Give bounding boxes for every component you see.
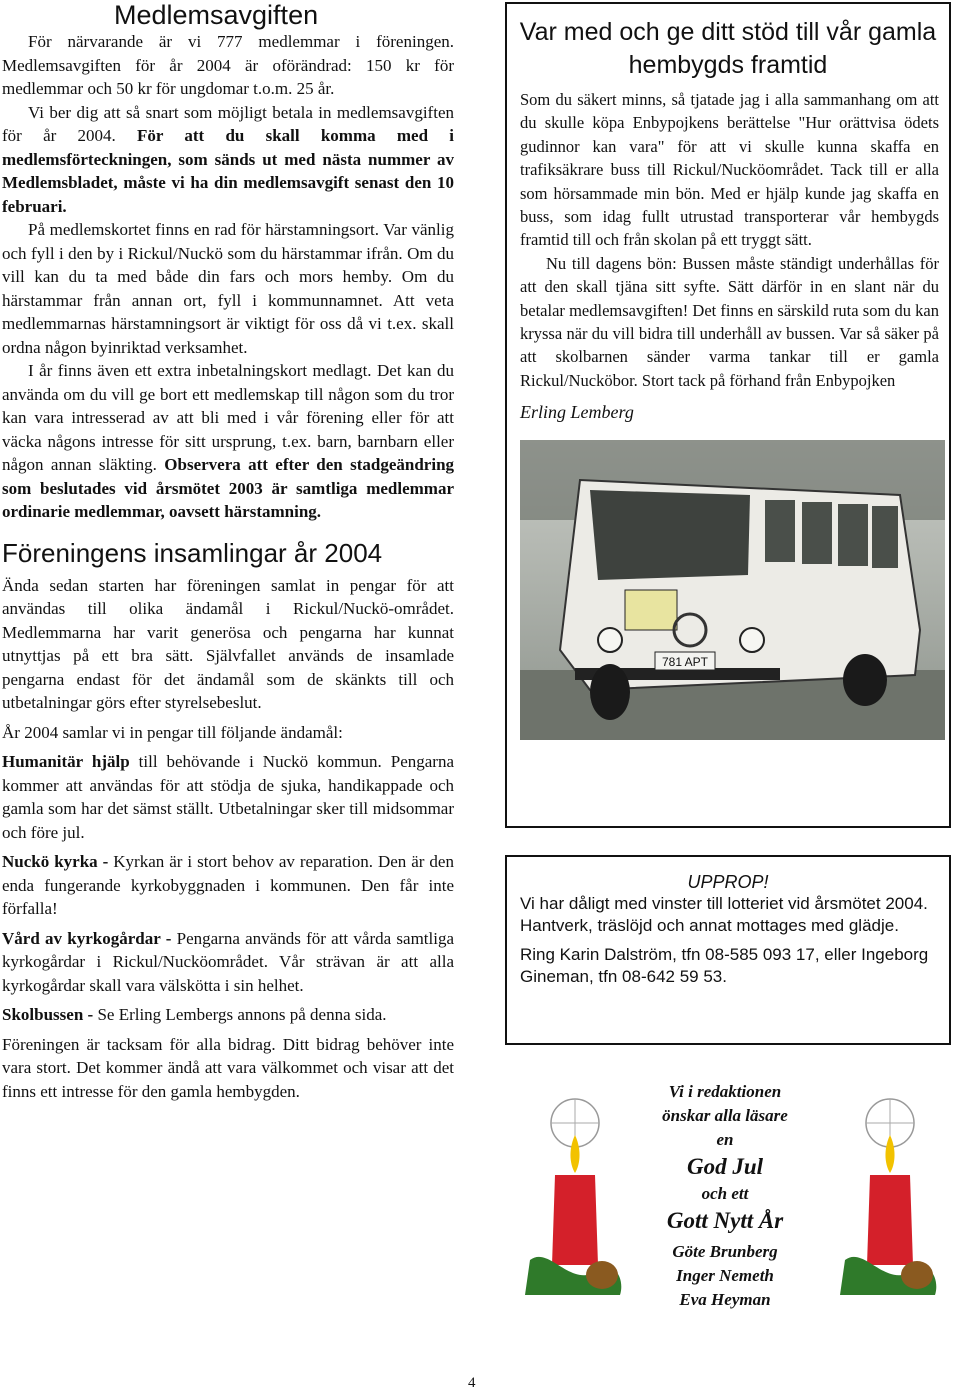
collections-item-humanitarian	[2, 750, 454, 844]
page-number: 4	[468, 1375, 476, 1391]
membership-p2-bold: För att du skall komma med i medlemsförteckningen, som sänds ut med nästa nummer av Medlemsbladet, måste vi ha din medlemsavgift senast den 10 februari.	[2, 126, 454, 216]
appeal-box	[505, 855, 951, 1045]
membership-p4-text: I år finns även ett extra inbetalningskort medlagt. Det kan du använda om du vill ge bort ett medlemskap till någon som du tror kan vara intresserad av att bli med i vår förening eller för att väcka någons intresse för sitt ursprung, t.ex. barn, barnbarn eller någon annan släkting.	[2, 361, 454, 474]
greeting-name-2: Inger Nemeth	[676, 1266, 774, 1285]
bus-ad-title: Var med och ge ditt stöd till vår gamla hembygds framtid	[519, 18, 937, 79]
greeting-line-2: önskar alla läsare	[662, 1106, 788, 1125]
membership-paragraph-4	[2, 359, 454, 524]
greeting-line-3: en	[716, 1130, 734, 1149]
item-label: Humanitär hjälp	[2, 752, 130, 771]
membership-paragraph-3: På medlemskortet finns en rad för härstamningsort. Var vänlig och fyll i den by i Rickul/Nuckö som du härstammar ifrån. Om du vill kan du ta med både din fars och mors hemby. Om du härstammar från annan ort, fyll i kommunnamnet. Att veta medlemmarnas härstamningsort är viktigt för oss då vi t.ex. skall ordna någon byinriktad verksamhet.	[2, 220, 454, 357]
membership-p2-text: Vi ber dig att så snart som möjligt betala in medlemsavgiften för år 2004.	[2, 102, 454, 145]
bus-illustration	[520, 440, 945, 740]
membership-p4-bold: Observera att efter den stadgeändring som beslutades vid årsmötet 2003 är samtliga medlemmar ordinarie medlemmar, oavsett härstamning.	[2, 455, 455, 521]
collections-heading: Föreningens insamlingar år 2004	[2, 537, 383, 568]
collections-item-cemeteries	[2, 927, 454, 998]
membership-heading: Medlemsavgiften	[114, 0, 319, 30]
greeting-god-jul: God Jul	[686, 1154, 764, 1179]
greeting-line-5: och ett	[701, 1184, 749, 1203]
item-text: Pengarna används för att vårda samtliga kyrkogårdar i Rickul/Nucköområdet. Vår strävan är att alla kyrkogårdar skall vara välskötta i sin helhet.	[2, 928, 455, 995]
christmas-greeting	[620, 1080, 830, 1312]
appeal-paragraph-2: Ring Karin Dalström, tfn 08-585 093 17, eller Ingeborg Gineman, tfn 08-642 59 53.	[520, 945, 929, 986]
bus-ad-box	[505, 2, 951, 828]
appeal-title: UPPROP!	[687, 872, 769, 892]
christmas-candle-icon-left	[520, 1095, 630, 1305]
bus-photo	[520, 440, 945, 740]
license-plate: 781 APT	[661, 655, 709, 670]
collections-closing: Föreningen är tacksam för alla bidrag. Ditt bidrag behöver inte vara stort. Det kommer ändå att vara välkommet och visar att det finns ett intresse för den gamla hembygden.	[2, 1034, 454, 1101]
greeting-name-3: Eva Heyman	[679, 1290, 771, 1309]
collections-item-schoolbus	[2, 1003, 454, 1027]
appeal-paragraph-1: Vi har dåligt med vinster till lotteriet vid årsmötet 2004. Hantverk, träslöjd och annat mottages med glädje.	[520, 894, 928, 935]
bus-ad-paragraph-2: Nu till dagens bön: Bussen måste ständigt underhållas för att den skall tjäna sitt syfte. Sätt därför in en slant när du betalar medlemsavgiften! Det finns en särskild ruta som du kan kryssa när du vill bidra till underhåll av bussen. Var så säker på att skolbarnen sänder varma tankar till er gamla Rickul/Nucköbor. Stort tack på förhand från Enbypojken	[520, 253, 939, 390]
item-text: till behövande i Nuckö kommun. Pengarna kommer att användas för att stödja de sjuka, handikappade och gamla som har det sämst ställt. Utbetalningar sker till midsommar och före jul.	[2, 752, 454, 842]
bus-ad-signature: Erling Lemberg	[520, 402, 634, 423]
greeting-line-1: Vi i redaktionen	[668, 1082, 782, 1101]
item-text: Se Erling Lembergs annons på denna sida.	[93, 1005, 387, 1024]
left-column	[2, 0, 454, 1103]
item-label: Vård av kyrkogårdar -	[2, 928, 172, 948]
item-label: Nuckö kyrka -	[2, 852, 109, 871]
greeting-name-1: Göte Brunberg	[672, 1242, 778, 1261]
item-text: Kyrkan är i stort behov av reparation. Den är den enda fungerande kyrkobyggnaden i kommunen. Den får inte förfalla!	[2, 852, 454, 918]
collections-intro: Ända sedan starten har föreningen samlat in pengar för att användas till olika ändamål i Rickul/Nuckö-området. Medlemmarna har varit generösa och pengarna har kunnat utnyttjas på ett bra sätt. Självfallet används de insamlade pengarna endast för det ändamål som de skänkts till och utbetalningar görs efter styrelsebeslut.	[2, 575, 454, 712]
item-label: Skolbussen -	[2, 1005, 94, 1024]
christmas-candle-icon-right	[835, 1095, 945, 1305]
greeting-gott-nytt-ar: Gott Nytt År	[666, 1208, 784, 1233]
bus-ad-paragraph-1: Som du säkert minns, så tjatade jag i alla sammanhang om att du skulle köpa Enbypojkens berättelse "Hur orättvisa ödets gudinnor kan vara" för att vi skulle kunna skaffa en trafiksäkrare buss till Rickul/Nucköområdet. Tack till er alla som hörsammade min bön. Med er hjälp kunde jag skaffa en buss, som idag fullt utrustad transporterar vår hembygds framtid till och från skolan på ett tryggt sätt.	[520, 90, 939, 250]
collections-item-church	[2, 850, 454, 921]
collections-lead: År 2004 samlar vi in pengar till följande ändamål:	[2, 722, 343, 742]
membership-paragraph-1: För närvarande är vi 777 medlemmar i föreningen. Medlemsavgiften för år 2004 är oförändrad: 150 kr för medlemmar och 50 kr för ungdomar t.o.m. 25 år.	[2, 32, 454, 98]
membership-paragraph-2	[2, 101, 454, 219]
